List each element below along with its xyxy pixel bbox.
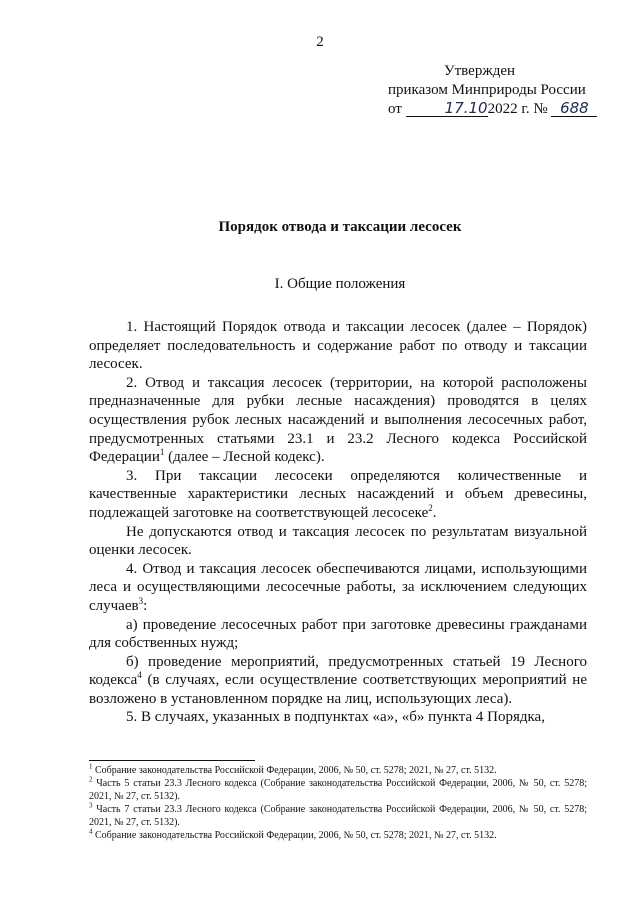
approval-line-1: Утвержден xyxy=(444,63,516,79)
footnotes xyxy=(89,764,587,842)
paragraph-2: 2. Отвод и таксация лесосек (территории, на которой расположены предназначенные для рубки лесные насаждения) проводятся в целях осуществления рубок лесных насаждений и выполнения лесосечных работ, предусмотренных статьями 23.1 и 23.2 Лесного кодекса Российской Федерации$^1$ (далее – Лесной кодекс). xyxy=(89,374,587,466)
approval-block xyxy=(388,62,608,119)
approval-line-3 xyxy=(388,100,608,119)
footnote-3: $^3$ Часть 7 статьи 23.3 Лесного кодекса (Собрание законодательства Российской Федерации, 2006, № 50, ст. 5278; 2021, № 27, ст. 5132). xyxy=(89,801,587,828)
approval-year: 2022 г. № xyxy=(487,101,548,117)
paragraph-4b: б) проведение мероприятий, предусмотренных статьей 19 Лесного кодекса$^4$ (в случаях, если осуществление соответствующих мероприятий не возложено в установленном порядке на лиц, использующих леса). xyxy=(89,653,587,707)
footnote-4: $^4$ Собрание законодательства Российской Федерации, 2006, № 50, ст. 5278; 2021, № 27, ст. 5132. xyxy=(89,827,497,841)
footnote-ref-2: 2 xyxy=(428,502,433,513)
footnote-ref-3: 3 xyxy=(138,595,144,606)
paragraph-1: 1. Настоящий Порядок отвода и таксации лесосек (далее – Порядок) определяет последовательность и содержание работ по отводу и таксации лесосек. xyxy=(89,319,587,373)
footnote-2: $^2$ Часть 5 статьи 23.3 Лесного кодекса (Собрание законодательства Российской Федерации, 2006, № 50, ст. 5278; 2021, № 27, ст. 5132). xyxy=(89,775,587,802)
paragraph-4: 4. Отвод и таксация лесосек обеспечиваются лицами, использующими леса и осуществляющими лесосечные работы, за исключением следующих случаев$^3$: xyxy=(89,560,587,614)
paragraph-3-extra: Не допускаются отвод и таксация лесосек по результатам визуальной оценки лесосек. xyxy=(89,523,587,559)
document-title: Порядок отвода и таксации лесосек xyxy=(218,219,462,235)
paragraph-4a: а) проведение лесосечных работ при заготовке древесины гражданами для собственных нужд; xyxy=(89,616,587,652)
footnote-1: $^1$ Собрание законодательства Российской Федерации, 2006, № 50, ст. 5278; 2021, № 27, ст. 5132. xyxy=(89,762,497,776)
footnote-ref-4: 4 xyxy=(137,670,142,681)
section-heading: I. Общие положения xyxy=(274,276,406,292)
page-number: 2 xyxy=(316,34,324,50)
handwritten-date: 17.10 xyxy=(444,99,488,117)
document-body xyxy=(89,318,587,727)
paragraph-3: 3. При таксации лесосеки определяются количественные и качественные характеристики лесных насаждений и объем древесины, подлежащей заготовке на соответствующей лесосеке$^2$. xyxy=(89,467,587,521)
approval-prefix: от xyxy=(388,101,402,117)
approval-line-2: приказом Минприроды России xyxy=(388,82,586,98)
footnote-divider xyxy=(89,760,255,761)
paragraph-5: 5. В случаях, указанных в подпунктах «а», «б» пункта 4 Порядка, xyxy=(126,709,545,726)
footnote-ref-1: 1 xyxy=(159,447,165,458)
handwritten-number: 688 xyxy=(560,99,589,117)
